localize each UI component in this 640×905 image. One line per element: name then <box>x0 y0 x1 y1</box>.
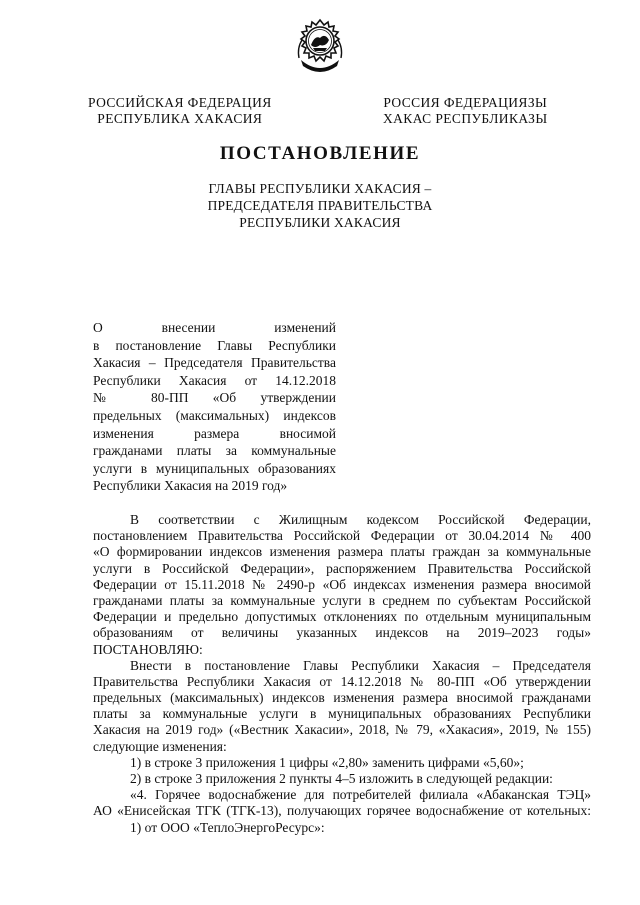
topic-line: предельных (максимальных) индексов <box>93 407 336 423</box>
topic-line: № 80-ПП «Об утверждении <box>93 390 336 406</box>
body-line: образованиям от величины указанных индексов на 2019–2023 годы» <box>93 625 591 641</box>
body-line: платы за коммунальные услуги в муниципальных образованиях Республики <box>93 706 591 722</box>
body-line: постановлением Правительства Российской Федерации от 30.04.2014 № 400 <box>93 528 591 544</box>
topic-line: Республики Хакасия от 14.12.2018 <box>93 372 336 388</box>
body-line: В соответствии с Жилищным кодексом Российской Федерации, <box>130 512 591 527</box>
body-line: Федерации и предельно допустимых отклонениях по отдельным муниципальным <box>93 609 591 625</box>
body-line: Федерации от 15.11.2018 № 2490-р «Об индексах изменения размера вносимой <box>93 576 591 592</box>
body-line: Правительства Республики Хакасия от 14.12.2018 № 80-ПП «Об утверждении <box>93 673 591 689</box>
body-line: услуги в Российской Федерации», распоряжением Правительства Российской <box>93 560 591 576</box>
header-left-line-1: РОССИЙСКАЯ ФЕДЕРАЦИЯ <box>88 95 272 110</box>
topic-line: гражданами платы за коммунальные <box>93 443 336 459</box>
subtitle-line: РЕСПУБЛИКИ ХАКАСИЯ <box>239 215 401 230</box>
header-right <box>383 95 548 127</box>
document-title: ПОСТАНОВЛЕНИЕ <box>219 143 421 164</box>
topic-line: изменения размера вносимой <box>93 425 336 441</box>
document-topic <box>93 319 336 495</box>
body-line: ПОСТАНОВЛЯЮ: <box>93 641 203 657</box>
subtitle-line: ГЛАВЫ РЕСПУБЛИКИ ХАКАСИЯ – <box>208 181 432 196</box>
body-line: Хакасия на 2019 год» («Вестник Хакасии», 2018, № 79, «Хакасия», 2019, № 155) <box>93 722 591 738</box>
header-left-line-2: РЕСПУБЛИКА ХАКАСИЯ <box>97 111 263 126</box>
body-line: АО «Енисейская ТГК (ТГК-13), получающих горячее водоснабжение от котельных: <box>93 803 591 819</box>
subtitle-line: ПРЕДСЕДАТЕЛЯ ПРАВИТЕЛЬСТВА <box>207 198 433 213</box>
document-body <box>93 512 591 836</box>
topic-line: Республики Хакасия на 2019 год» <box>93 478 288 494</box>
body-line: 2) в строке 3 приложения 2 пункты 4–5 изложить в следующей редакции: <box>130 771 553 786</box>
body-line: 1) от ООО «ТеплоЭнергоРесурс»: <box>130 819 325 835</box>
body-line: «О формировании индексов изменения размера платы граждан за коммунальные <box>93 544 591 560</box>
topic-line: услуги в муниципальных образованиях <box>93 460 336 476</box>
body-line: предельных (максимальных) индексов изменения размера вносимой гражданами <box>93 690 591 706</box>
body-line: следующие изменения: <box>93 738 227 754</box>
header-left <box>88 95 272 127</box>
body-line: гражданами платы за коммунальные услуги в среднем по субъектам Российской <box>93 592 591 608</box>
document-subtitle <box>0 180 640 231</box>
coat-of-arms-emblem <box>293 18 347 74</box>
body-line: «4. Горячее водоснабжение для потребителей филиала «Абаканская ТЭЦ» <box>130 787 591 803</box>
body-line: 1) в строке 3 приложения 1 цифры «2,80» заменить цифрами «5,60»; <box>130 754 524 770</box>
topic-line: в постановление Главы Республики <box>93 337 336 353</box>
topic-line: О внесении изменений <box>93 320 336 335</box>
body-line: Внести в постановление Главы Республики Хакасия – Председателя <box>130 657 591 673</box>
header-right-line-2: ХАКАС РЕСПУБЛИКАЗЫ <box>383 111 548 126</box>
topic-line: Хакасия – Председателя Правительства <box>93 355 336 371</box>
header-right-line-1: РОССИЯ ФЕДЕРАЦИЯЗЫ <box>383 95 548 110</box>
